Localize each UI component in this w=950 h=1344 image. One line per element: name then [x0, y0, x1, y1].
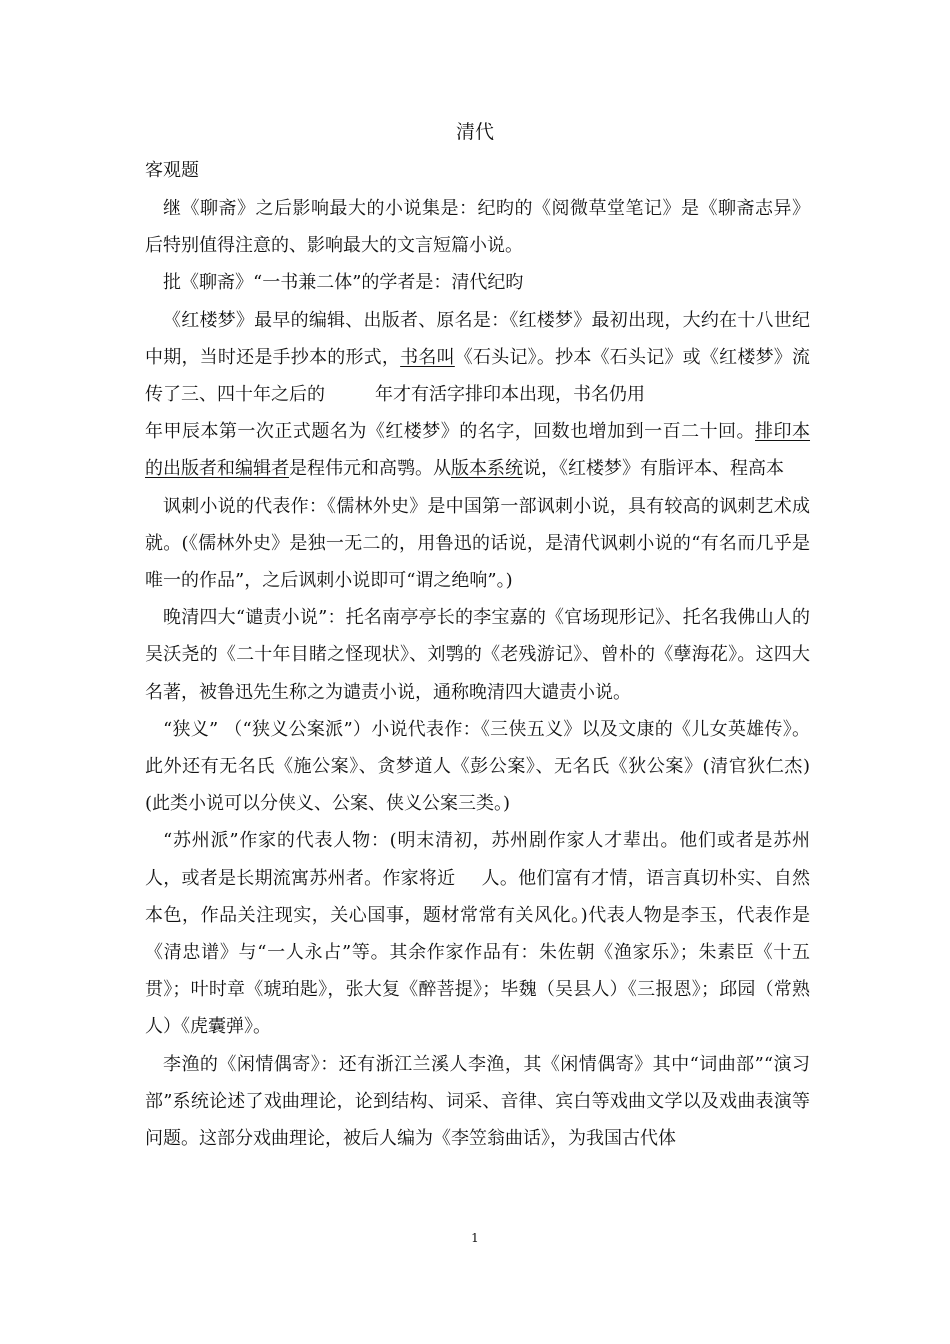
- paragraph-liaozhai-successor: 继《聊斋》之后影响最大的小说集是：纪昀的《阅微草堂笔记》是《聊斋志异》后特别值得注意的、影响最大的文言短篇小说。: [145, 198, 810, 257]
- page-number: 1: [471, 1231, 479, 1245]
- underlined-text: 书名叫: [400, 346, 455, 368]
- paragraph-suzhou-school: [145, 822, 810, 1045]
- paragraph-liaozhai-critic: 批《聊斋》“一书兼二体”的学者是：清代纪昀: [163, 272, 524, 294]
- document-body: [145, 152, 810, 1157]
- paragraph-satire-novel: 讽刺小说的代表作：《儒林外史》是中国第一部讽刺小说，具有较高的讽刺艺术成就。(《儒林外史》是独一无二的，用鲁迅的话说，是清代讽刺小说的“有名而几乎是唯一的作品”，之后讽刺小说即可“谓之绝响”。): [145, 495, 810, 592]
- text-segment: 是程伟元和高鹗。从: [289, 458, 451, 480]
- text-segment: 《石头记》。抄本《石头记》或《红楼梦》流传了三、四十年之后的: [145, 346, 811, 406]
- underlined-text: 版本系统: [451, 458, 523, 480]
- text-segment: 年甲辰本第一次正式题名为《红楼梦》的名字，回数也增加到一百二十回。: [145, 421, 756, 443]
- paragraph-hongloumeng: [145, 302, 810, 488]
- underlined-text: 排印本的出版者和编辑者: [145, 421, 811, 480]
- text-segment: “苏州派”作家的代表人物：(明末清初，苏州剧作家人才辈出。他们或者是苏州人，或者是长期流寓苏州者。作家将近: [145, 830, 810, 889]
- paragraph-condemnation-novels: 晚清四大“谴责小说”：托名南亭亭长的李宝嘉的《官场现形记》、托名我佛山人的吴沃尧的《二十年目睹之怪现状》、刘鹗的《老残游记》、曾朴的《孽海花》。这四大名著，被鲁迅先生称之为谴责小说，通称晚清四大谴责小说。: [145, 607, 810, 703]
- text-segment: 《红楼梦》最早的编辑、出版者、原名是：《红楼梦》最初出现，大约在十八世纪中期，当时还是手抄本的形式，: [145, 309, 810, 368]
- page-title: 清代: [455, 121, 494, 143]
- text-segment: 说，《红楼梦》有脂评本、程高本: [523, 458, 784, 480]
- paragraph-chivalry-novels: “狭义” （“狭义公案派”）小说代表作：《三侠五义》以及文康的《儿女英雄传》。此外还有无名氏《施公案》、贪梦道人《彭公案》、无名氏《狄公案》(清官狄仁杰)(此类小说可以分侠义、公案、侠义公案三类。): [145, 718, 810, 815]
- section-heading: 客观题: [145, 160, 199, 181]
- text-segment: 年才有活字排印本出现，书名仍用: [375, 384, 645, 406]
- text-segment: 人。他们富有才情，语言真切朴实、自然本色，作品关注现实，关心国事，题材常常有关风化。)代表人物是李玉，代表作是《清忠谱》与“一人永占”等。其余作家作品有：朱佐朝《渔家乐》；朱素臣《十五贯》；叶时章《琥珀匙》，张大复《醉菩提》；毕魏（吴县人）《三报恩》；邱园（常熟人）《虎囊弹》。: [145, 867, 811, 1038]
- paragraph-liyu-xianqing: 李渔的《闲情偶寄》：还有浙江兰溪人李渔，其《闲情偶寄》其中“词曲部”“演习部”系统论述了戏曲理论，论到结构、词采、音律、宾白等戏曲文学以及戏曲表演等问题。这部分戏曲理论，被后人编为《李笠翁曲话》，为我国古代体: [145, 1053, 810, 1150]
